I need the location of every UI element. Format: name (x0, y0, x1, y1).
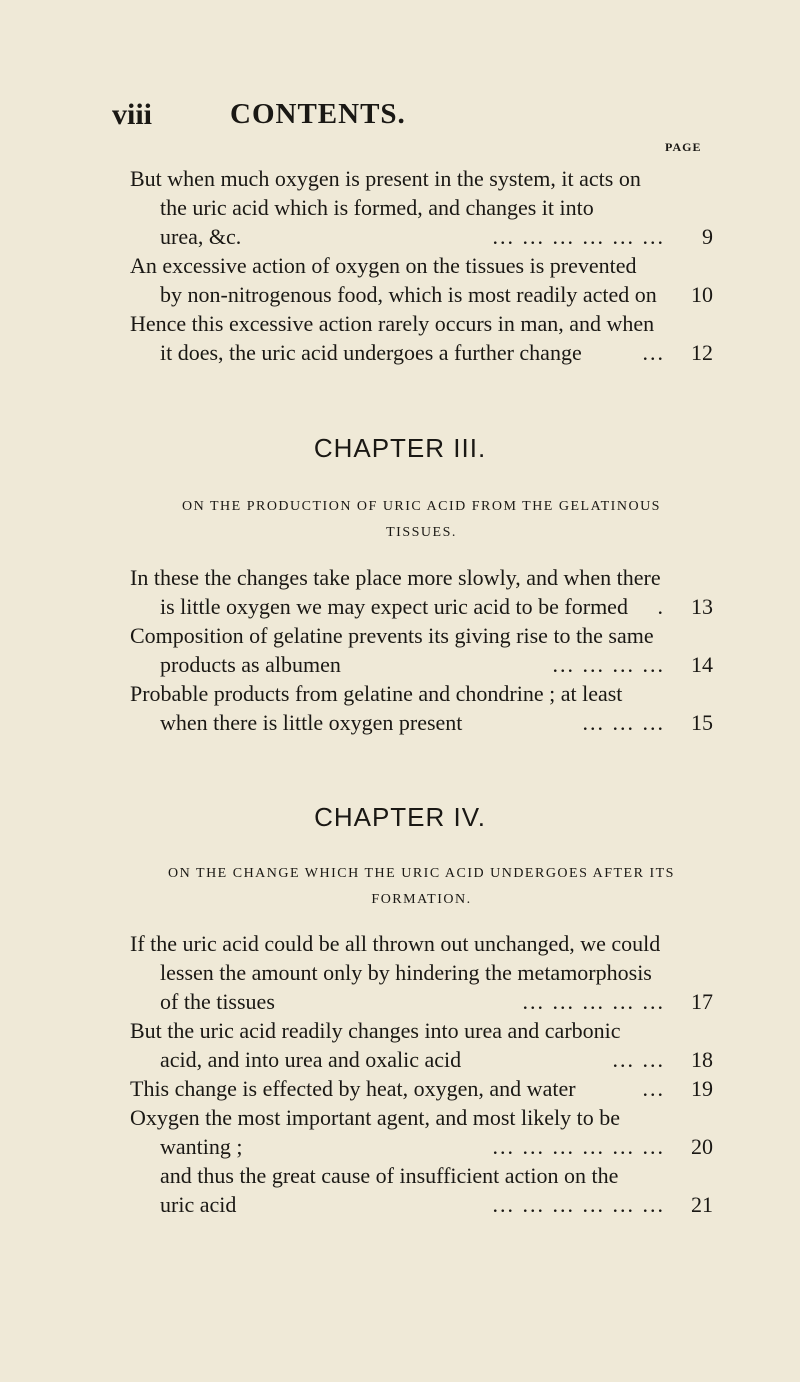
dot-leader: ... ... (612, 1047, 665, 1072)
page-title: CONTENTS. (230, 98, 406, 130)
chapter-3-subtitle-line: TISSUES. (386, 525, 457, 540)
chapter-3-subtitle-line: ON THE PRODUCTION OF URIC ACID FROM THE GELATINOUS (182, 499, 661, 514)
toc-entry-last-line (130, 708, 713, 737)
page-number: 10 (691, 282, 713, 307)
toc-entry-last-line (130, 1074, 713, 1103)
toc-entry-line: Probable products from gelatine and chondrine ; at least (130, 681, 623, 706)
toc-entry-line: lessen the amount only by hindering the metamorphosis (160, 960, 652, 985)
page-number: 21 (691, 1192, 713, 1217)
toc-entry-text: wanting ; (160, 1134, 243, 1159)
page-number: 12 (691, 340, 713, 365)
page-number: 14 (691, 652, 713, 677)
toc-entry-last-line (130, 338, 713, 367)
dot-leader: ... ... ... ... ... ... (492, 224, 665, 249)
toc-entry-text: This change is effected by heat, oxygen, and water (130, 1076, 576, 1101)
dot-leader: ... ... ... (582, 710, 665, 735)
dot-leader: ... (642, 340, 665, 365)
dot-leader: . (657, 594, 665, 619)
toc-entry-last-line (130, 1190, 713, 1219)
toc-entry-text: when there is little oxygen present (160, 710, 463, 735)
toc-entry-text: uric acid (160, 1192, 237, 1217)
dot-leader: ... (642, 1076, 665, 1101)
toc-entry (130, 563, 713, 621)
toc-entry-line: But when much oxygen is present in the system, it acts on (130, 166, 641, 191)
toc-entry-text: by non-nitrogenous food, which is most readily acted on (160, 282, 657, 307)
chapter-4-subtitle-line: FORMATION. (371, 892, 472, 907)
toc-entry (130, 1161, 713, 1219)
chapter-4-subtitle-line: ON THE CHANGE WHICH THE URIC ACID UNDERGOES AFTER ITS (168, 866, 675, 881)
chapter-4-subtitle (130, 861, 713, 913)
dot-leader: ... ... ... ... ... ... (492, 1134, 665, 1159)
toc-entry-line: If the uric acid could be all thrown out unchanged, we could (130, 931, 661, 956)
toc-entry (130, 251, 713, 309)
toc-entry-line: An excessive action of oxygen on the tissues is prevented (130, 253, 637, 278)
toc-entry-line: But the uric acid readily changes into urea and carbonic (130, 1018, 621, 1043)
dot-leader: ... ... ... ... ... (522, 989, 665, 1014)
page-number: 15 (691, 710, 713, 735)
toc-entry (130, 309, 713, 367)
toc-entry (130, 929, 713, 1016)
page-folio: viii (112, 98, 153, 131)
toc-entry (130, 1074, 713, 1103)
toc-entry (130, 164, 713, 251)
chapter-3-subtitle (130, 494, 713, 546)
toc-entry-last-line (130, 592, 713, 621)
toc-entry-text: of the tissues (160, 989, 275, 1014)
page-number: 18 (691, 1047, 713, 1072)
toc-entry (130, 621, 713, 679)
toc-entry-last-line (130, 1132, 713, 1161)
page-number: 9 (702, 224, 713, 249)
toc-entry-line: the uric acid which is formed, and changes it into (160, 195, 594, 220)
toc-entry-text: urea, &c. (160, 224, 242, 249)
toc-entry-text: is little oxygen we may expect uric acid to be formed (160, 594, 628, 619)
chapter-4-heading: CHAPTER IV. (314, 802, 486, 832)
page-number: 13 (691, 594, 713, 619)
toc-entry-text: acid, and into urea and oxalic acid (160, 1047, 462, 1072)
chapter-3-heading: CHAPTER III. (313, 433, 487, 463)
dot-leader: ... ... ... ... ... ... (492, 1192, 665, 1217)
page-number: 19 (691, 1076, 713, 1101)
dot-leader: ... ... ... ... (552, 652, 665, 677)
toc-entry-last-line (130, 987, 713, 1016)
toc-entry-line: Oxygen the most important agent, and most likely to be (130, 1105, 621, 1130)
toc-entry-line: and thus the great cause of insufficient action on the (160, 1163, 619, 1188)
toc-entry-last-line (130, 1045, 713, 1074)
toc-entry-line: Composition of gelatine prevents its giving rise to the same (130, 623, 654, 648)
toc-entry (130, 1103, 713, 1161)
running-head (0, 98, 800, 138)
toc-entry (130, 1016, 713, 1074)
toc-entry-last-line (130, 650, 713, 679)
page-number: 20 (691, 1134, 713, 1159)
toc-entry-last-line (130, 280, 713, 309)
toc-entry-text: it does, the uric acid undergoes a further change (160, 340, 582, 365)
toc-entry-line: Hence this excessive action rarely occurs in man, and when (130, 311, 655, 336)
toc-entry (130, 679, 713, 737)
toc-entry-line: In these the changes take place more slowly, and when there (130, 565, 661, 590)
page-column-label: PAGE (665, 140, 702, 154)
page-number: 17 (691, 989, 713, 1014)
toc-entry-text: products as albumen (160, 652, 341, 677)
toc-entry-last-line (130, 222, 713, 251)
